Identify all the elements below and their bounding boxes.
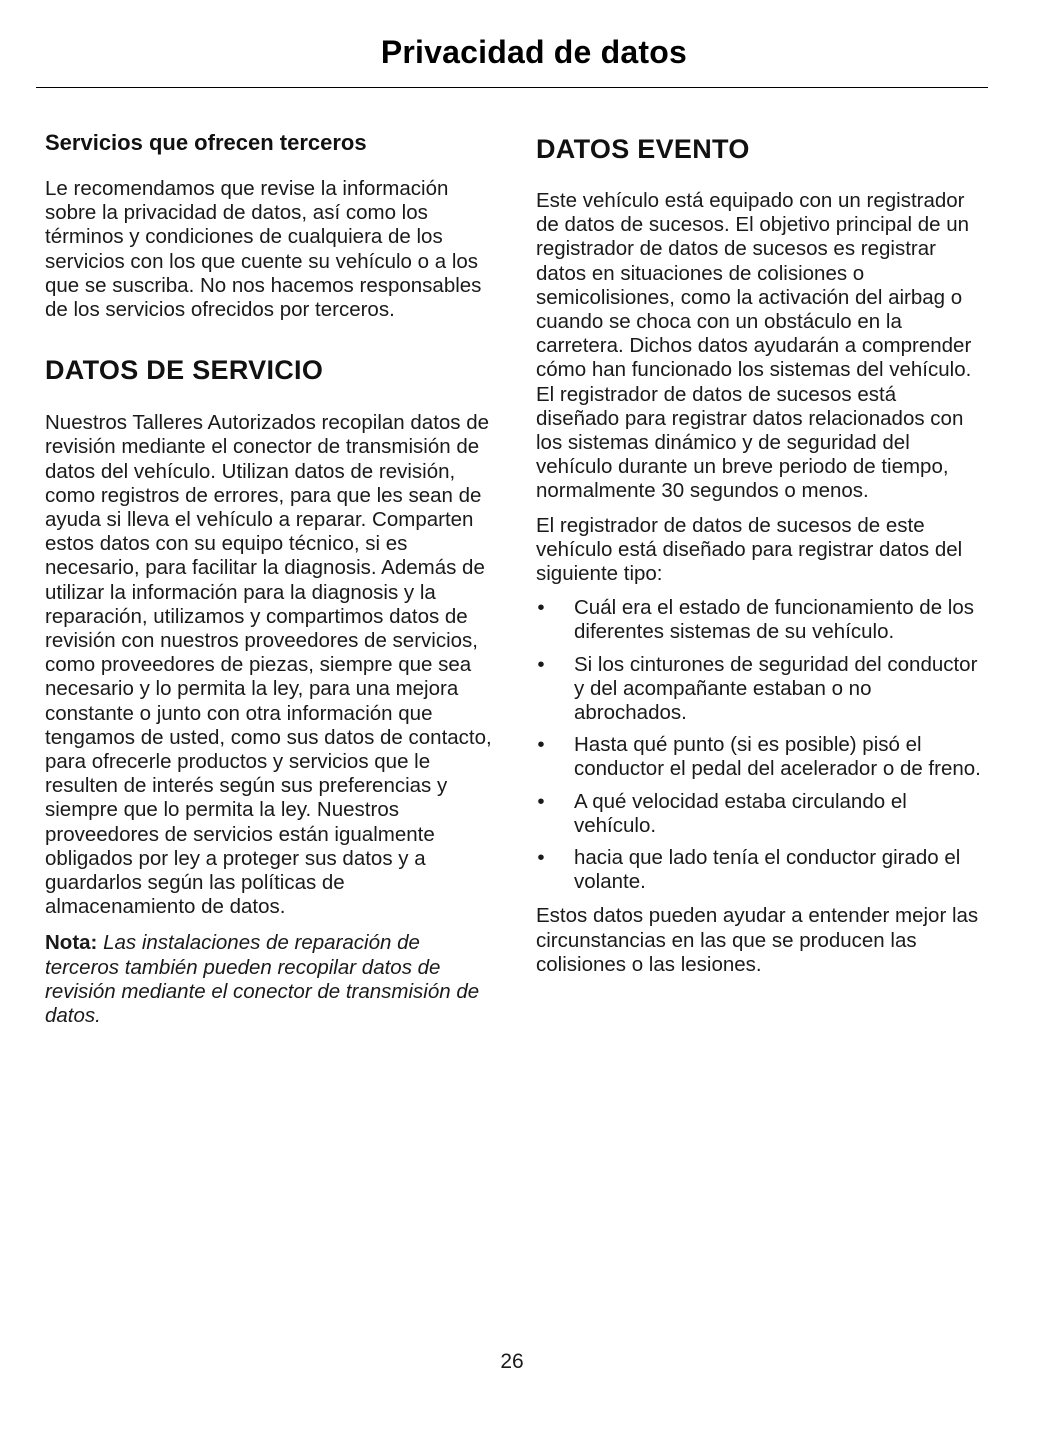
bullet-icon: • (537, 652, 545, 676)
bullet-icon: • (537, 789, 545, 813)
event-data-list (536, 596, 984, 894)
event-data-paragraph-2: El registrador de datos de sucesos de este vehículo está diseñado para registrar datos del siguiente tipo: (536, 513, 963, 586)
bullet-icon: • (537, 733, 545, 757)
note (45, 931, 495, 1028)
note-text: Las instalaciones de reparación de terceros también pueden recopilar datos de revisión mediante el conector de transmisión de datos. (45, 931, 480, 1028)
list-item-text: Hasta qué punto (si es posible) pisó el conductor el pedal del acelerador o de freno. (574, 733, 981, 781)
left-column (45, 128, 495, 1028)
list-item (536, 733, 984, 781)
note-label: Nota: (45, 931, 98, 955)
event-data-paragraph-3: Estos datos pueden ayudar a entender mejor las circunstancias en las que se producen las colisiones o las lesiones. (536, 904, 979, 976)
page-header (36, 30, 988, 88)
bullet-icon: • (537, 846, 545, 870)
list-item (536, 653, 984, 726)
event-data-heading: DATOS EVENTO (536, 134, 750, 164)
right-column (536, 128, 984, 987)
list-item-text: Si los cinturones de seguridad del conductor y del acompañante estaban o no abrochados. (574, 652, 978, 725)
third-party-paragraph: Le recomendamos que revise la información sobre la privacidad de datos, así como los términos y condiciones de cualquiera de los servicios con los que cuente su vehículo o a los que se suscriba. No nos hacemos responsables de los servicios ofrecidos por terceros. (45, 177, 482, 322)
event-data-paragraph-1: Este vehículo está equipado con un registrador de datos de sucesos. El objetivo principal de un registrador de datos de sucesos es registrar datos en situaciones de colisiones o semicolisiones, como la activación del airbag o cuando se choca con un obstáculo en la carretera. Dichos datos ayudarán a comprender cómo han funcionado los sistemas del vehículo. El registrador de datos de sucesos está diseñado para registrar datos relacionados con los sistemas dinámico y de seguridad del vehículo durante un breve periodo de tiempo, normalmente 30 segundos o menos. (536, 189, 972, 503)
bullet-icon: • (537, 596, 545, 620)
list-item-text: A qué velocidad estaba circulando el vehículo. (574, 789, 907, 837)
page-title: Privacidad de datos (380, 34, 687, 70)
list-item (536, 846, 984, 894)
page-number: 26 (500, 1350, 524, 1373)
third-party-heading: Servicios que ofrecen terceros (45, 130, 367, 155)
list-item-text: hacia que lado tenía el conductor girado el volante. (574, 846, 961, 894)
list-item (536, 596, 984, 644)
service-data-paragraph: Nuestros Talleres Autorizados recopilan datos de revisión mediante el conector de transmisión de datos del vehículo. Utilizan datos de revisión, como registros de errores, para que les sean de ayuda si lleva el vehículo a reparar. Comparten estos datos con su equipo técnico, si es necesario, para facilitar la diagnosis. Además de utilizar la información para la diagnosis y la reparación, utilizamos y compartimos datos de revisión con nuestros proveedores de servicios, como proveedores de piezas, siempre que sea necesario y lo permita la ley, para una mejora constante o junto con otra información que tengamos de usted, como sus datos de contacto, para ofrecerle productos y servicios que le resulten de interés según sus preferencias y siempre que lo permita la ley. Nuestros proveedores de servicios están igualmente obligados por ley a proteger sus datos y a guardarlos según las políticas de almacenamiento de datos. (45, 411, 492, 919)
list-item-text: Cuál era el estado de funcionamiento de los diferentes sistemas de su vehículo. (574, 596, 975, 644)
service-data-heading: DATOS DE SERVICIO (45, 355, 324, 386)
list-item (536, 790, 984, 838)
